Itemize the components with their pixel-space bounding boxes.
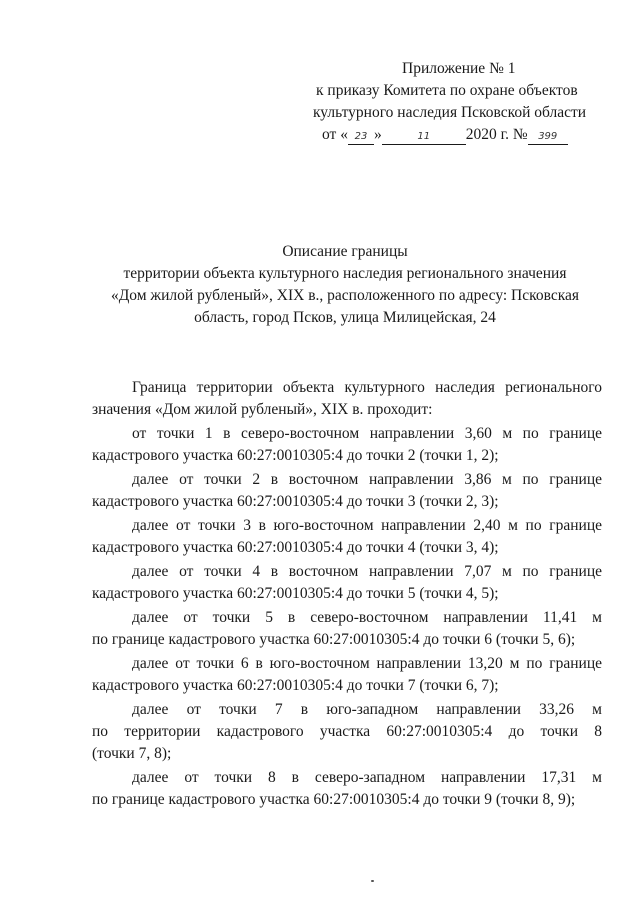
document-title: [60, 241, 630, 329]
boundary-segment-2: [92, 469, 602, 513]
segment-rest: кадастрового участка 60:27:0010305:4 до точки 5 (точки 4, 5);: [92, 585, 499, 603]
segment-first-line: далее от точки 7 в юго-западном направлении 33,26 м: [132, 701, 602, 718]
title-line-4: область, город Псков, улица Милицейская, 24: [194, 309, 496, 326]
appendix-number: Приложение № 1: [402, 60, 516, 77]
segment-rest: по границе кадастрового участка 60:27:0010305:4 до точки 6 (точки 5, 6);: [92, 631, 576, 649]
handwritten-day: 23: [348, 130, 374, 145]
segment-first-line: далее от точки 6 в юго-восточном направлении 13,20 м по границе: [132, 655, 602, 672]
title-line-1: Описание границы: [282, 243, 408, 260]
appendix-committee: культурного наследия Псковской области: [313, 104, 587, 121]
segment-rest: кадастрового участка 60:27:0010305:4 до точки 2 (точки 1, 2);: [92, 447, 499, 465]
boundary-segment-7: [92, 699, 602, 766]
segment-first-line: далее от точки 3 в юго-восточном направлении 2,40 м по границе: [132, 517, 602, 534]
segment-first-line: от точки 1 в северо-восточном направлении 3,60 м по границе: [132, 425, 602, 442]
handwritten-month: 11: [382, 130, 466, 145]
segment-first-line: далее от точки 5 в северо-восточном направлении 11,41 м: [132, 609, 602, 626]
boundary-description: [92, 377, 602, 813]
segment-rest: кадастрового участка 60:27:0010305:4 до точки 4 (точки 3, 4);: [92, 539, 499, 557]
segment-rest: по границе кадастрового участка 60:27:0010305:4 до точки 9 (точки 8, 9);: [92, 791, 576, 809]
page-mark: [371, 880, 374, 882]
intro-first-line: Граница территории объекта культурного наследия регионального: [132, 379, 602, 396]
segment-rest: кадастрового участка 60:27:0010305:4 до точки 3 (точки 2, 3);: [92, 493, 499, 511]
boundary-segment-8: [92, 767, 602, 811]
date-year: 2020 г. №: [465, 126, 528, 143]
boundary-segment-5: [92, 607, 602, 651]
appendix-header: [300, 58, 610, 146]
boundary-segment-3: [92, 515, 602, 559]
segment-first-line: далее от точки 8 в северо-западном направлении 17,31 м: [132, 769, 602, 787]
segment-first-line: далее от точки 2 в восточном направлении 3,86 м по границе: [132, 471, 602, 488]
segment-first-line: далее от точки 4 в восточном направлении 7,07 м по границе: [132, 563, 602, 580]
intro-paragraph: [92, 377, 602, 421]
boundary-segment-6: [92, 653, 602, 697]
segment-rest: (точки 7, 8);: [92, 745, 172, 763]
segment-second-line: по территории кадастрового участка 60:27:0010305:4 до точки 8: [92, 723, 602, 741]
date-mid: »: [373, 126, 382, 143]
boundary-segment-1: [92, 423, 602, 467]
title-line-2: территории объекта культурного наследия регионального значения: [123, 265, 567, 282]
title-line-3: «Дом жилой рубленый», XIX в., расположенного по адресу: Псковская: [110, 287, 580, 304]
intro-rest: значения «Дом жилой рубленый», XIX в. проходит:: [92, 401, 433, 419]
segment-rest: кадастрового участка 60:27:0010305:4 до точки 7 (точки 6, 7);: [92, 677, 499, 695]
appendix-order-ref: к приказу Комитета по охране объектов: [316, 82, 578, 99]
appendix-date-line: [300, 124, 610, 146]
date-prefix: от «: [322, 126, 348, 143]
boundary-segment-4: [92, 561, 602, 605]
handwritten-order-number: 399: [528, 130, 568, 145]
